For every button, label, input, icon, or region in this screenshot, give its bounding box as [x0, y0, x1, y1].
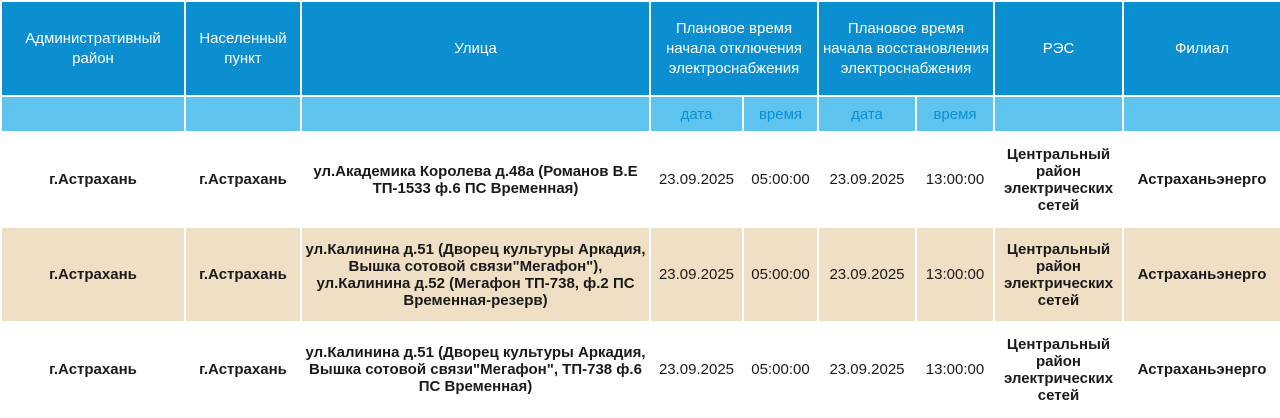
cell-on-date: 23.09.2025 — [818, 132, 916, 227]
cell-district: г.Астрахань — [1, 132, 185, 227]
cell-street: ул.Калинина д.51 (Дворец культуры Аркадия, Вышка сотовой связи"Мегафон", ТП-738 ф.6 ПС Временная) — [301, 322, 650, 417]
cell-res: Центральный район электрических сетей — [994, 132, 1123, 227]
subheader-empty — [994, 96, 1123, 132]
cell-branch: Астраханьэнерго — [1123, 132, 1280, 227]
cell-on-time: 13:00:00 — [916, 227, 994, 322]
cell-settlement: г.Астрахань — [185, 322, 301, 417]
subheader-on-date: дата — [818, 96, 916, 132]
cell-off-time: 05:00:00 — [743, 132, 818, 227]
cell-branch: Астраханьэнерго — [1123, 322, 1280, 417]
subheader-off-time: время — [743, 96, 818, 132]
cell-off-date: 23.09.2025 — [650, 322, 743, 417]
subheader-empty — [1, 96, 185, 132]
table-row — [1, 227, 1280, 322]
cell-res: Центральный район электрических сетей — [994, 322, 1123, 417]
cell-district: г.Астрахань — [1, 227, 185, 322]
cell-on-time: 13:00:00 — [916, 322, 994, 417]
header-settlement: Населенный пункт — [185, 1, 301, 96]
table-row — [1, 132, 1280, 227]
header-street: Улица — [301, 1, 650, 96]
header-planned-on: Плановое время начала восстановления электроснабжения — [818, 1, 994, 96]
table-subheader-row — [1, 96, 1280, 132]
cell-res: Центральный район электрических сетей — [994, 227, 1123, 322]
subheader-on-time: время — [916, 96, 994, 132]
cell-settlement: г.Астрахань — [185, 227, 301, 322]
subheader-empty — [301, 96, 650, 132]
cell-off-time: 05:00:00 — [743, 227, 818, 322]
subheader-empty — [185, 96, 301, 132]
header-district: Административный район — [1, 1, 185, 96]
header-res: РЭС — [994, 1, 1123, 96]
cell-on-date: 23.09.2025 — [818, 227, 916, 322]
header-planned-off: Плановое время начала отключения электроснабжения — [650, 1, 818, 96]
cell-settlement: г.Астрахань — [185, 132, 301, 227]
table-row — [1, 322, 1280, 417]
header-branch: Филиал — [1123, 1, 1280, 96]
cell-street: ул.Академика Королева д.48а (Романов В.Е ТП-1533 ф.6 ПС Временная) — [301, 132, 650, 227]
cell-branch: Астраханьэнерго — [1123, 227, 1280, 322]
cell-on-date: 23.09.2025 — [818, 322, 916, 417]
subheader-empty — [1123, 96, 1280, 132]
cell-on-time: 13:00:00 — [916, 132, 994, 227]
subheader-off-date: дата — [650, 96, 743, 132]
table-header-row — [1, 1, 1280, 96]
cell-street: ул.Калинина д.51 (Дворец культуры Аркадия, Вышка сотовой связи"Мегафон"), ул.Калинина д.52 (Мегафон ТП-738, ф.2 ПС Временная-резерв) — [301, 227, 650, 322]
cell-off-time: 05:00:00 — [743, 322, 818, 417]
cell-district: г.Астрахань — [1, 322, 185, 417]
cell-off-date: 23.09.2025 — [650, 132, 743, 227]
cell-off-date: 23.09.2025 — [650, 227, 743, 322]
